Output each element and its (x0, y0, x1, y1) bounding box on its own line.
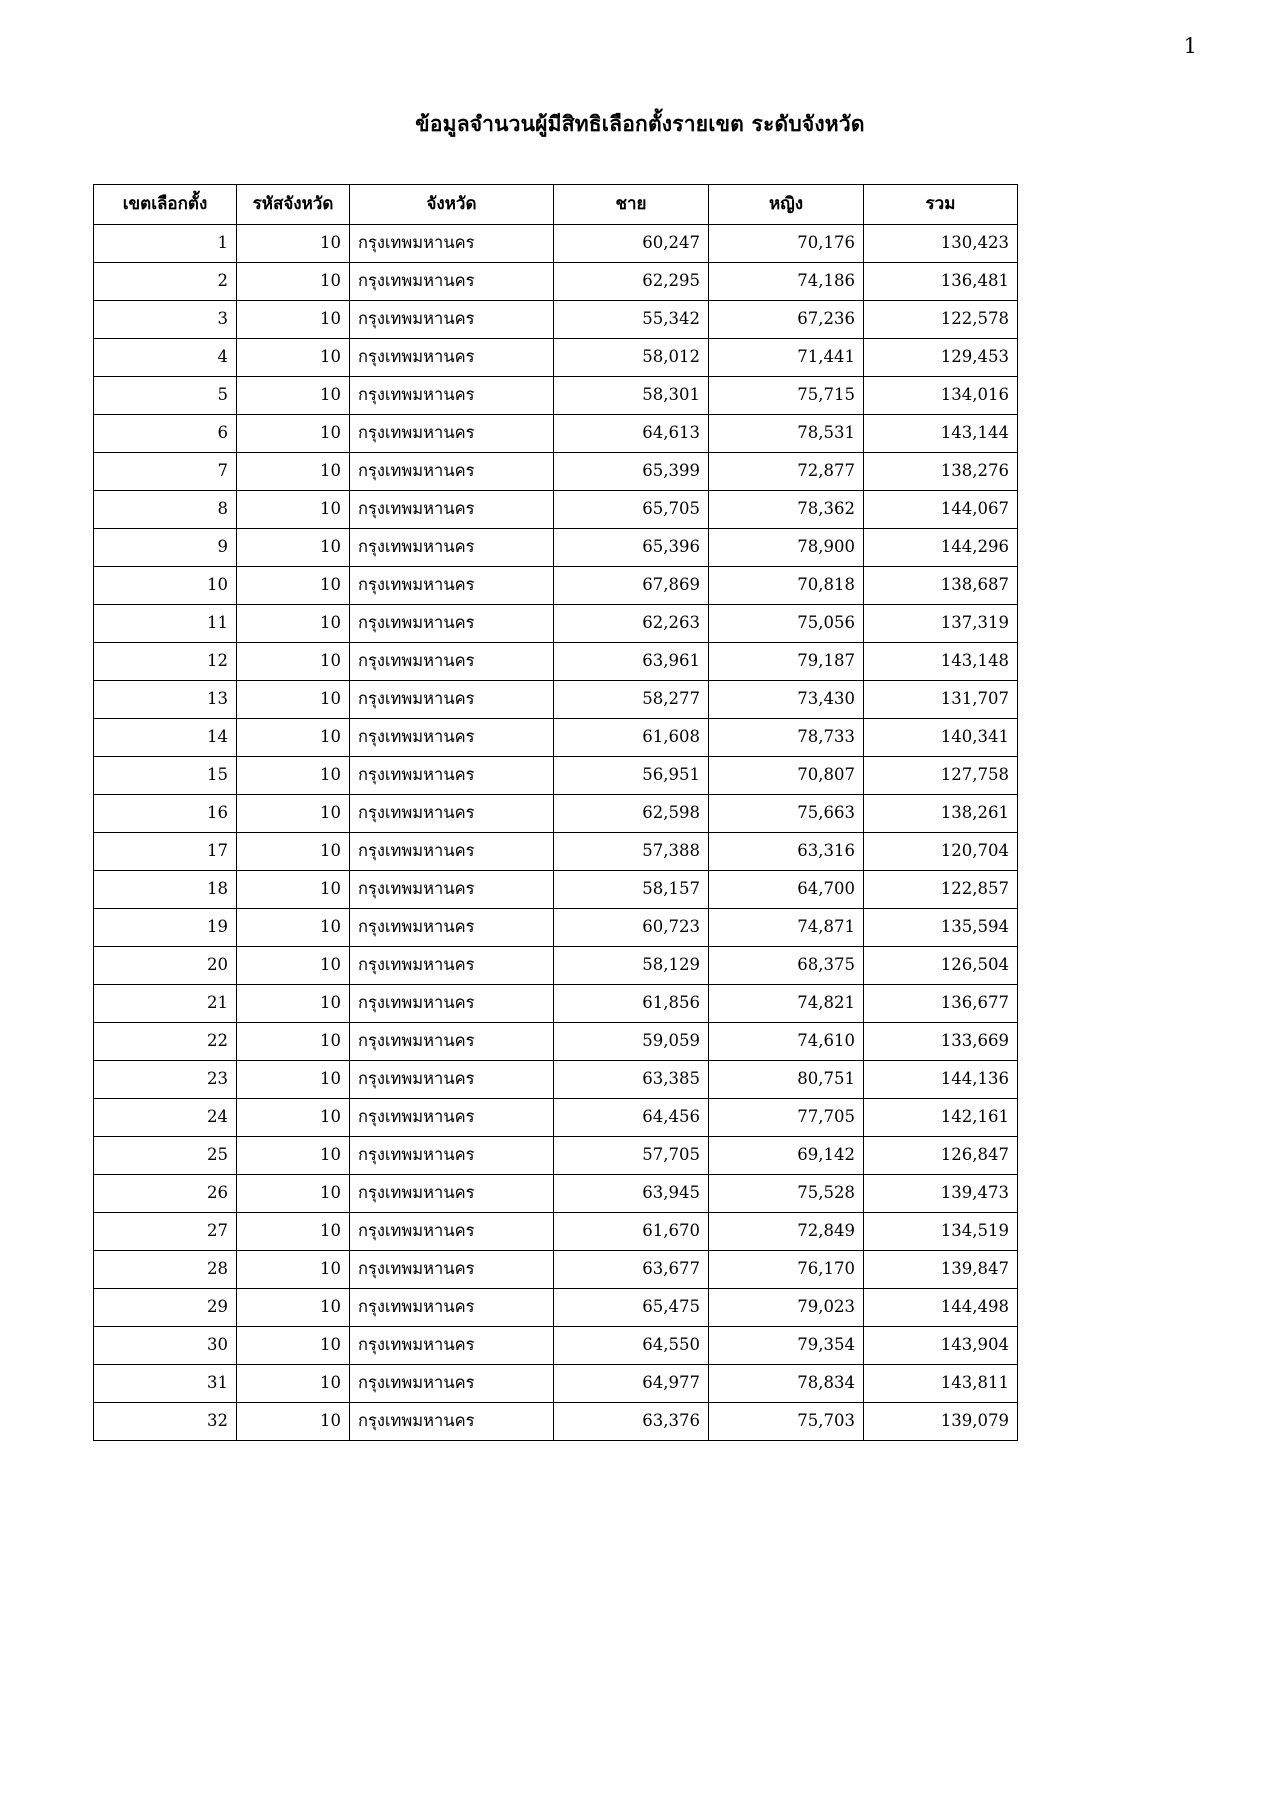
cell-district: 12 (94, 643, 237, 681)
cell-province_code: 10 (237, 377, 350, 415)
cell-province_code: 10 (237, 909, 350, 947)
cell-province_code: 10 (237, 947, 350, 985)
cell-province: กรุงเทพมหานคร (350, 1251, 554, 1289)
cell-province_code: 10 (237, 719, 350, 757)
table-row (94, 985, 1018, 1023)
cell-district: 8 (94, 491, 237, 529)
cell-female: 63,316 (709, 833, 864, 871)
cell-province_code: 10 (237, 1175, 350, 1213)
cell-district: 4 (94, 339, 237, 377)
table-row (94, 909, 1018, 947)
cell-province_code: 10 (237, 605, 350, 643)
cell-male: 63,677 (554, 1251, 709, 1289)
table-header (94, 185, 1018, 225)
cell-female: 78,733 (709, 719, 864, 757)
table-row (94, 301, 1018, 339)
cell-province: กรุงเทพมหานคร (350, 1365, 554, 1403)
cell-female: 75,703 (709, 1403, 864, 1441)
cell-male: 63,945 (554, 1175, 709, 1213)
cell-district: 13 (94, 681, 237, 719)
page-title: ข้อมูลจำนวนผู้มีสิทธิเลือกตั้งรายเขต ระดับจังหวัด (415, 112, 865, 136)
cell-province_code: 10 (237, 415, 350, 453)
cell-male: 62,263 (554, 605, 709, 643)
cell-province: กรุงเทพมหานคร (350, 947, 554, 985)
table-row (94, 757, 1018, 795)
table-row (94, 1099, 1018, 1137)
cell-province_code: 10 (237, 681, 350, 719)
table-row (94, 377, 1018, 415)
cell-female: 78,834 (709, 1365, 864, 1403)
cell-province: กรุงเทพมหานคร (350, 1099, 554, 1137)
cell-female: 70,818 (709, 567, 864, 605)
cell-total: 143,811 (864, 1365, 1018, 1403)
cell-district: 11 (94, 605, 237, 643)
cell-female: 78,531 (709, 415, 864, 453)
cell-province: กรุงเทพมหานคร (350, 833, 554, 871)
table-row (94, 833, 1018, 871)
column-header-female: หญิง (709, 185, 864, 225)
cell-district: 24 (94, 1099, 237, 1137)
cell-province_code: 10 (237, 1023, 350, 1061)
table-header-row (94, 185, 1018, 225)
page-number: 1 (1183, 34, 1197, 58)
cell-province_code: 10 (237, 263, 350, 301)
cell-total: 143,148 (864, 643, 1018, 681)
cell-province: กรุงเทพมหานคร (350, 871, 554, 909)
cell-male: 63,376 (554, 1403, 709, 1441)
cell-total: 120,704 (864, 833, 1018, 871)
cell-female: 75,056 (709, 605, 864, 643)
table-row (94, 225, 1018, 263)
cell-district: 20 (94, 947, 237, 985)
cell-province_code: 10 (237, 1137, 350, 1175)
cell-province_code: 10 (237, 1327, 350, 1365)
cell-province_code: 10 (237, 1251, 350, 1289)
cell-male: 56,951 (554, 757, 709, 795)
cell-male: 65,705 (554, 491, 709, 529)
cell-province_code: 10 (237, 1213, 350, 1251)
column-header-male: ชาย (554, 185, 709, 225)
cell-total: 143,144 (864, 415, 1018, 453)
cell-district: 6 (94, 415, 237, 453)
cell-male: 58,129 (554, 947, 709, 985)
table-row (94, 1327, 1018, 1365)
cell-province: กรุงเทพมหานคร (350, 453, 554, 491)
cell-male: 67,869 (554, 567, 709, 605)
cell-district: 18 (94, 871, 237, 909)
cell-district: 7 (94, 453, 237, 491)
cell-male: 61,670 (554, 1213, 709, 1251)
column-header-province: จังหวัด (350, 185, 554, 225)
cell-district: 29 (94, 1289, 237, 1327)
cell-province_code: 10 (237, 339, 350, 377)
column-header-province-code: รหัสจังหวัด (237, 185, 350, 225)
cell-total: 144,498 (864, 1289, 1018, 1327)
cell-total: 135,594 (864, 909, 1018, 947)
cell-total: 142,161 (864, 1099, 1018, 1137)
table-row (94, 1289, 1018, 1327)
cell-total: 138,261 (864, 795, 1018, 833)
column-header-district: เขตเลือกตั้ง (94, 185, 237, 225)
cell-province_code: 10 (237, 643, 350, 681)
cell-province: กรุงเทพมหานคร (350, 1023, 554, 1061)
cell-province: กรุงเทพมหานคร (350, 567, 554, 605)
cell-district: 28 (94, 1251, 237, 1289)
cell-female: 74,821 (709, 985, 864, 1023)
cell-female: 67,236 (709, 301, 864, 339)
cell-male: 64,456 (554, 1099, 709, 1137)
cell-male: 63,385 (554, 1061, 709, 1099)
table-row (94, 1213, 1018, 1251)
cell-province_code: 10 (237, 1289, 350, 1327)
cell-province: กรุงเทพมหานคร (350, 225, 554, 263)
cell-male: 57,388 (554, 833, 709, 871)
cell-female: 78,362 (709, 491, 864, 529)
cell-province: กรุงเทพมหานคร (350, 985, 554, 1023)
cell-total: 133,669 (864, 1023, 1018, 1061)
table-row (94, 529, 1018, 567)
cell-total: 140,341 (864, 719, 1018, 757)
cell-female: 79,023 (709, 1289, 864, 1327)
cell-district: 16 (94, 795, 237, 833)
cell-district: 31 (94, 1365, 237, 1403)
cell-district: 21 (94, 985, 237, 1023)
cell-province_code: 10 (237, 301, 350, 339)
cell-district: 3 (94, 301, 237, 339)
cell-province_code: 10 (237, 1403, 350, 1441)
table-row (94, 453, 1018, 491)
cell-male: 57,705 (554, 1137, 709, 1175)
cell-total: 136,481 (864, 263, 1018, 301)
cell-province_code: 10 (237, 795, 350, 833)
cell-total: 134,519 (864, 1213, 1018, 1251)
cell-province_code: 10 (237, 453, 350, 491)
cell-male: 65,399 (554, 453, 709, 491)
table-row (94, 947, 1018, 985)
cell-total: 134,016 (864, 377, 1018, 415)
table-row (94, 681, 1018, 719)
cell-total: 131,707 (864, 681, 1018, 719)
cell-total: 138,687 (864, 567, 1018, 605)
cell-male: 62,598 (554, 795, 709, 833)
cell-total: 122,578 (864, 301, 1018, 339)
cell-province: กรุงเทพมหานคร (350, 529, 554, 567)
cell-district: 26 (94, 1175, 237, 1213)
cell-male: 60,247 (554, 225, 709, 263)
cell-province: กรุงเทพมหานคร (350, 643, 554, 681)
cell-male: 60,723 (554, 909, 709, 947)
table-row (94, 1365, 1018, 1403)
table-row (94, 1403, 1018, 1441)
cell-male: 64,613 (554, 415, 709, 453)
cell-total: 139,847 (864, 1251, 1018, 1289)
cell-district: 25 (94, 1137, 237, 1175)
cell-district: 27 (94, 1213, 237, 1251)
cell-female: 70,807 (709, 757, 864, 795)
cell-province_code: 10 (237, 1365, 350, 1403)
cell-total: 144,296 (864, 529, 1018, 567)
cell-female: 68,375 (709, 947, 864, 985)
table-row (94, 263, 1018, 301)
cell-district: 2 (94, 263, 237, 301)
cell-total: 122,857 (864, 871, 1018, 909)
cell-female: 69,142 (709, 1137, 864, 1175)
cell-total: 130,423 (864, 225, 1018, 263)
table-row (94, 1137, 1018, 1175)
cell-province_code: 10 (237, 225, 350, 263)
voter-statistics-table (93, 184, 1018, 1441)
cell-province_code: 10 (237, 985, 350, 1023)
cell-total: 136,677 (864, 985, 1018, 1023)
cell-province_code: 10 (237, 833, 350, 871)
cell-female: 75,663 (709, 795, 864, 833)
table-body (94, 225, 1018, 1441)
cell-female: 72,877 (709, 453, 864, 491)
cell-female: 77,705 (709, 1099, 864, 1137)
table-row (94, 795, 1018, 833)
cell-total: 139,079 (864, 1403, 1018, 1441)
column-header-total: รวม (864, 185, 1018, 225)
cell-male: 63,961 (554, 643, 709, 681)
cell-province: กรุงเทพมหานคร (350, 415, 554, 453)
cell-total: 127,758 (864, 757, 1018, 795)
cell-province: กรุงเทพมหานคร (350, 757, 554, 795)
cell-female: 80,751 (709, 1061, 864, 1099)
cell-province_code: 10 (237, 1061, 350, 1099)
cell-province: กรุงเทพมหานคร (350, 339, 554, 377)
cell-total: 144,136 (864, 1061, 1018, 1099)
cell-female: 79,187 (709, 643, 864, 681)
cell-district: 32 (94, 1403, 237, 1441)
table-row (94, 1061, 1018, 1099)
cell-male: 59,059 (554, 1023, 709, 1061)
cell-total: 139,473 (864, 1175, 1018, 1213)
table-row (94, 871, 1018, 909)
cell-male: 58,277 (554, 681, 709, 719)
cell-female: 70,176 (709, 225, 864, 263)
cell-male: 62,295 (554, 263, 709, 301)
cell-district: 10 (94, 567, 237, 605)
cell-total: 138,276 (864, 453, 1018, 491)
cell-province: กรุงเทพมหานคร (350, 909, 554, 947)
table-row (94, 1175, 1018, 1213)
cell-female: 78,900 (709, 529, 864, 567)
cell-province_code: 10 (237, 871, 350, 909)
cell-province: กรุงเทพมหานคร (350, 1213, 554, 1251)
cell-male: 65,475 (554, 1289, 709, 1327)
cell-male: 58,012 (554, 339, 709, 377)
cell-province: กรุงเทพมหานคร (350, 605, 554, 643)
cell-female: 74,186 (709, 263, 864, 301)
table-row (94, 1023, 1018, 1061)
cell-female: 72,849 (709, 1213, 864, 1251)
cell-province_code: 10 (237, 757, 350, 795)
cell-district: 5 (94, 377, 237, 415)
cell-male: 61,856 (554, 985, 709, 1023)
cell-district: 19 (94, 909, 237, 947)
table-row (94, 605, 1018, 643)
cell-province_code: 10 (237, 529, 350, 567)
cell-district: 9 (94, 529, 237, 567)
cell-male: 65,396 (554, 529, 709, 567)
table-row (94, 415, 1018, 453)
voter-statistics-table-container (93, 184, 1017, 1441)
table-row (94, 643, 1018, 681)
cell-female: 79,354 (709, 1327, 864, 1365)
cell-province: กรุงเทพมหานคร (350, 1289, 554, 1327)
table-row (94, 1251, 1018, 1289)
cell-female: 73,430 (709, 681, 864, 719)
cell-province: กรุงเทพมหานคร (350, 491, 554, 529)
cell-female: 71,441 (709, 339, 864, 377)
cell-province: กรุงเทพมหานคร (350, 1061, 554, 1099)
cell-province: กรุงเทพมหานคร (350, 795, 554, 833)
cell-total: 126,847 (864, 1137, 1018, 1175)
cell-province: กรุงเทพมหานคร (350, 1175, 554, 1213)
table-row (94, 719, 1018, 757)
cell-total: 126,504 (864, 947, 1018, 985)
cell-province: กรุงเทพมหานคร (350, 1137, 554, 1175)
cell-male: 58,301 (554, 377, 709, 415)
cell-total: 144,067 (864, 491, 1018, 529)
cell-province: กรุงเทพมหานคร (350, 377, 554, 415)
cell-province_code: 10 (237, 567, 350, 605)
cell-district: 22 (94, 1023, 237, 1061)
cell-province: กรุงเทพมหานคร (350, 1403, 554, 1441)
cell-female: 76,170 (709, 1251, 864, 1289)
table-row (94, 491, 1018, 529)
cell-district: 15 (94, 757, 237, 795)
cell-district: 1 (94, 225, 237, 263)
cell-female: 74,871 (709, 909, 864, 947)
cell-male: 61,608 (554, 719, 709, 757)
table-row (94, 567, 1018, 605)
cell-male: 64,550 (554, 1327, 709, 1365)
cell-total: 137,319 (864, 605, 1018, 643)
cell-province_code: 10 (237, 491, 350, 529)
cell-province: กรุงเทพมหานคร (350, 301, 554, 339)
cell-male: 58,157 (554, 871, 709, 909)
cell-total: 143,904 (864, 1327, 1018, 1365)
cell-female: 74,610 (709, 1023, 864, 1061)
cell-province: กรุงเทพมหานคร (350, 1327, 554, 1365)
cell-total: 129,453 (864, 339, 1018, 377)
cell-province: กรุงเทพมหานคร (350, 719, 554, 757)
cell-province: กรุงเทพมหานคร (350, 263, 554, 301)
cell-male: 64,977 (554, 1365, 709, 1403)
cell-female: 64,700 (709, 871, 864, 909)
cell-province: กรุงเทพมหานคร (350, 681, 554, 719)
cell-district: 14 (94, 719, 237, 757)
cell-district: 23 (94, 1061, 237, 1099)
cell-district: 30 (94, 1327, 237, 1365)
cell-female: 75,528 (709, 1175, 864, 1213)
cell-district: 17 (94, 833, 237, 871)
cell-female: 75,715 (709, 377, 864, 415)
table-row (94, 339, 1018, 377)
cell-province_code: 10 (237, 1099, 350, 1137)
cell-male: 55,342 (554, 301, 709, 339)
